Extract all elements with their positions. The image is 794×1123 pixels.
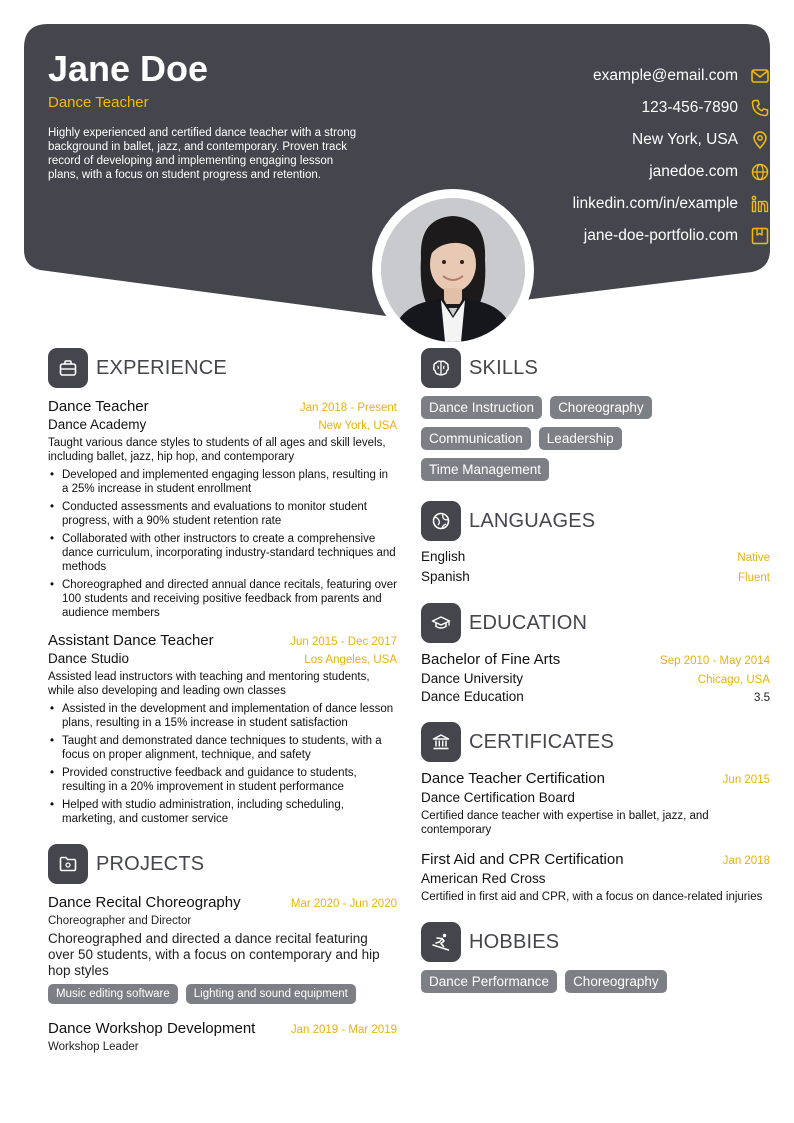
skills-list [421, 396, 681, 481]
job-date: Jan 2018 - Present [299, 402, 397, 414]
list-item: • Assisted in the development and implementation of dance lesson plans, resulting in a 15% increase in student satisfaction [48, 702, 397, 730]
skill-chip: Dance Instruction [421, 396, 542, 419]
hobbies-title: HOBBIES [469, 930, 560, 953]
hobby-chip: Dance Performance [421, 970, 557, 993]
experience-item [48, 632, 397, 826]
job-achievements [48, 468, 397, 620]
project-date: Jan 2019 - Mar 2019 [290, 1024, 397, 1036]
language-name: Spanish [421, 569, 470, 584]
job-description: Assisted lead instructors with teaching and mentoring students, while also developing and leading own classes [48, 671, 370, 697]
project-tags [48, 984, 397, 1004]
job-location: Los Angeles, USA [304, 654, 397, 666]
candidate-name: Jane Doe [48, 48, 209, 89]
project-item [48, 1020, 397, 1053]
project-tag: Lighting and sound equipment [186, 984, 356, 1004]
experience-item [48, 398, 397, 620]
projects-header [48, 844, 397, 884]
right-column [421, 348, 770, 993]
left-column [48, 348, 397, 1053]
linkedin-icon [750, 194, 770, 214]
globe-icon [750, 162, 770, 182]
contact-phone-text: 123-456-7890 [641, 99, 738, 116]
institution-icon [421, 722, 461, 762]
skills-title: SKILLS [469, 356, 539, 379]
location-pin-icon [750, 130, 770, 150]
job-title: Dance Teacher [48, 398, 149, 415]
project-item [48, 894, 397, 1004]
experience-title: EXPERIENCE [96, 356, 227, 379]
contact-location [430, 124, 770, 156]
phone-icon [750, 98, 770, 118]
school-name: Dance University [421, 671, 524, 686]
certificate-name: Dance Teacher Certification [421, 770, 605, 787]
skill-chip: Time Management [421, 458, 549, 481]
job-company: Dance Academy [48, 417, 147, 432]
project-tag: Music editing software [48, 984, 178, 1004]
education-item [421, 651, 770, 704]
job-title: Assistant Dance Teacher [48, 632, 214, 649]
hobby-chip: Choreography [565, 970, 667, 993]
hobbies-list [421, 970, 770, 993]
certificate-item [421, 851, 770, 904]
language-globe-icon [421, 501, 461, 541]
certificate-name: First Aid and CPR Certification [421, 851, 624, 868]
skill-chip: Leadership [539, 427, 622, 450]
contact-location-text: New York, USA [632, 131, 738, 148]
degree-name: Bachelor of Fine Arts [421, 651, 561, 668]
skill-chip: Communication [421, 427, 531, 450]
hobbies-header [421, 922, 770, 962]
languages-header [421, 501, 770, 541]
contact-website-text: janedoe.com [649, 163, 738, 180]
certificates-header [421, 722, 770, 762]
job-date: Jun 2015 - Dec 2017 [290, 636, 397, 648]
language-name: English [421, 549, 466, 564]
contact-website[interactable] [430, 156, 770, 188]
skills-header [421, 348, 770, 388]
education-date: Sep 2010 - May 2014 [660, 655, 770, 667]
profile-summary: Highly experienced and certified dance teacher with a strong background in ballet, jazz, and contemporary. Proven track record of developing and implementing engaging lesson plans, with a focus on student progress and retention. [48, 127, 357, 181]
skier-icon [421, 922, 461, 962]
mail-icon [750, 66, 770, 86]
list-item: • Conducted assessments and evaluations to monitor student progress, with a 90% student retention rate [48, 500, 397, 528]
experience-header [48, 348, 397, 388]
job-achievements [48, 702, 397, 826]
job-description: Taught various dance styles to students of all ages and skill levels, including ballet, jazz, hip hop, and contemporary [48, 437, 386, 463]
project-name: Dance Workshop Development [48, 1020, 256, 1037]
project-description: Choreographed and directed a dance recital featuring over 50 students, with a focus on contemporary and hip hop styles [48, 931, 380, 978]
contact-email[interactable] [430, 60, 770, 92]
list-item: • Developed and implemented engaging lesson plans, resulting in a 25% increase in student enrollment [48, 468, 397, 496]
education-title: EDUCATION [469, 611, 588, 634]
list-item: • Provided constructive feedback and guidance to students, resulting in a 20% improvement in student performance [48, 766, 397, 794]
education-header [421, 603, 770, 643]
language-row [421, 569, 770, 589]
school-location: Chicago, USA [697, 674, 770, 686]
skill-chip: Choreography [550, 396, 652, 419]
language-level: Native [737, 552, 770, 564]
certificate-date: Jan 2018 [722, 855, 770, 867]
languages-list [421, 549, 770, 589]
contact-email-text: example@email.com [593, 67, 738, 84]
certificate-issuer: American Red Cross [421, 871, 546, 886]
contact-phone[interactable] [430, 92, 770, 124]
job-company: Dance Studio [48, 651, 130, 666]
certificate-date: Jun 2015 [722, 774, 770, 786]
job-location: New York, USA [318, 420, 397, 432]
portfolio-icon [750, 226, 770, 246]
briefcase-icon [48, 348, 88, 388]
field-of-study: Dance Education [421, 689, 524, 704]
contact-linkedin-text: linkedin.com/in/example [572, 195, 738, 212]
language-level: Fluent [738, 572, 770, 584]
candidate-role: Dance Teacher [48, 94, 149, 111]
certificate-description: Certified dance teacher with expertise in ballet, jazz, and contemporary [421, 810, 709, 836]
languages-title: LANGUAGES [469, 509, 596, 532]
project-name: Dance Recital Choreography [48, 894, 241, 911]
projects-title: PROJECTS [96, 852, 205, 875]
project-role: Workshop Leader [48, 1041, 139, 1053]
contact-portfolio-text: jane-doe-portfolio.com [583, 227, 738, 244]
graduation-cap-icon [421, 603, 461, 643]
header-intro [48, 48, 368, 182]
list-item: • Taught and demonstrated dance techniques to students, with a focus on proper alignment, technique, and safety [48, 734, 397, 762]
profile-photo [381, 198, 525, 342]
project-date: Mar 2020 - Jun 2020 [290, 898, 397, 910]
list-item: • Helped with studio administration, including scheduling, marketing, and customer service [48, 798, 397, 826]
certificate-item [421, 770, 770, 837]
certificate-description: Certified in first aid and CPR, with a focus on dance-related injuries [421, 891, 763, 903]
language-row [421, 549, 770, 569]
project-role: Choreographer and Director [48, 915, 192, 927]
list-item: • Choreographed and directed annual dance recitals, featuring over 100 students and receiving positive feedback from parents and audience members [48, 578, 397, 620]
certificates-title: CERTIFICATES [469, 730, 615, 753]
list-item: • Collaborated with other instructors to create a comprehensive dance curriculum, incorporating industry-standard techniques and methods [48, 532, 397, 574]
folder-icon [48, 844, 88, 884]
gpa: 3.5 [754, 692, 770, 704]
certificate-issuer: Dance Certification Board [421, 790, 575, 805]
brain-icon [421, 348, 461, 388]
